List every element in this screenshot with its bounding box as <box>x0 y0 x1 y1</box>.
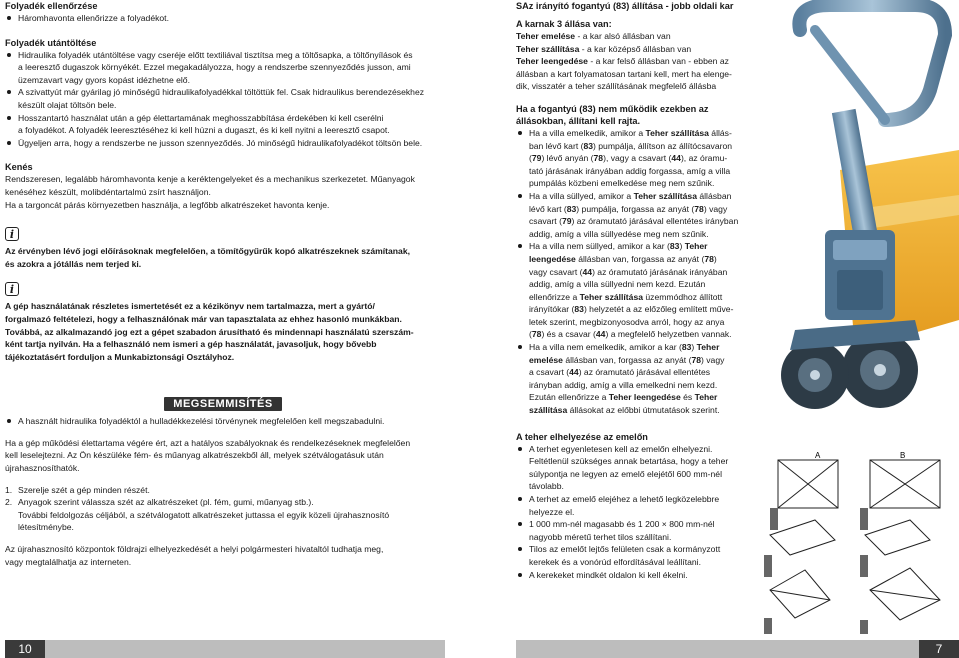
step-number: 2. <box>5 497 13 508</box>
positions-heading: A karnak 3 állása van: <box>516 19 612 29</box>
text-line: A gép használatának részletes ismertetését ez a kézikönyv nem tartalmazza, mert a gyártó/ <box>5 301 375 312</box>
list-item: A szivattyút már gyárilag jó minőségű hidraulikafolyadékkal töltöttük fel. Csak hidraulikus berendezésekhez készült olajat töltsön bele. <box>5 86 445 111</box>
text-line: forgalmazó feltételezi, hogy a felhasználónak már van tapasztalata az ehhez hasonló munkákban. <box>5 313 402 324</box>
fault-list <box>516 127 752 417</box>
disposal-steps <box>5 484 445 534</box>
text-line: ként tartja nyilván. Ha a felhasználó nem ismeri a gép használatát, javasoljuk, hogy bővebb <box>5 339 377 350</box>
page-number-left: 10 <box>5 640 45 658</box>
text-line: és azokra a jótállás nem terjed ki. <box>5 258 142 269</box>
list-item: Hosszantartó használat után a gép élettartamának meghosszabbítása érdekében ki kell cserélni a folyadékot. A folyadék leeresztéséhez ki kell húzni a dugaszt, és ki kell nyitni a leeresztő csapot. <box>5 112 445 137</box>
list-item: Hidraulika folyadék utántöltése vagy cseréje előtt textiliával tisztítsa meg a töltősapka, a töltőnyílások és a leeresztő dugaszok környékét. Ezzel megakadályozza, hogy a rendszerbe szennyeződés jusson, ami üzemzavart vagy gyors kopást idézhetne elő. <box>5 49 445 87</box>
position-line: Teher emelése - a kar alsó állásban van <box>516 31 671 41</box>
lubrication-heading: Kenés <box>5 162 33 173</box>
list-item: Háromhavonta ellenőrizze a folyadékot. <box>5 12 445 25</box>
list-item: Ha a villa emelkedik, amikor a Teher szállítása állás- ban lévő kart (83) pumpálja, állítson az állítócsavaron (79) lévő anyán (78), vagy a csavart (44), az óramu- tató járásának irányában addig forgassa, amíg a villa pumpálás közbeni emelkedése meg nem szűnik. <box>516 127 752 190</box>
text-line: kell leselejtezni. Az Ön készüléke fém- és műanyag alkatrészekből áll, melyek szétválogatásuk után <box>5 450 384 461</box>
disposal-outro <box>5 543 445 568</box>
step-text: Anyagok szerint válassza szét az alkatrészeket (pl. fém, gumi, műanyag stb.). További feldolgozás céljából, a szétválogatott alkatrészeket juttassa el egyik közeli újrahasznosító létesítménybe. <box>18 497 390 533</box>
fluid-change-list <box>5 49 445 150</box>
disposal-intro <box>5 437 445 475</box>
info-icon: i <box>5 227 19 241</box>
list-item: Ha a villa süllyed, amikor a Teher szállítása állásban lévő kart (83) pumpálja, forgassa az anyát (78) vagy csavart (79) az óramutató járásával ellentétes irányban addig, amíg a villa süllyedése meg nem szűnik. <box>516 190 752 240</box>
position-line: Teher leengedése - a kar felső állásban van - ebben az <box>516 56 729 67</box>
diagram-label-b: B <box>900 451 906 460</box>
left-page <box>5 0 445 568</box>
text-line: kenéséhez készült, molibdéntartalmú zsírt használjon. <box>5 186 211 197</box>
right-page <box>516 0 752 581</box>
text-line: Ha a targoncát párás környezetben használja, a legfőbb alkatrészeket havonta kenje. <box>5 199 330 210</box>
disposal-list <box>5 415 445 428</box>
list-item: Ha a villa nem emelkedik, amikor a kar (83) Teher emelése állásban van, forgassa az anyát (78) vagy a csavart (44) az óramutató járásával ellentétes irányban addig, amíg a villa emelkedni nem kezd. Ezután ellenőrizze a Teher leengedése és Teher szállítása állásokat az előbbi útmutatások szerint. <box>516 341 752 417</box>
lubrication-text <box>5 173 445 211</box>
list-item: A terhet az emelő elejéhez a lehető legközelebbre helyezze el. <box>516 493 752 518</box>
footer-bar-left <box>45 640 445 658</box>
text-line: Az érvényben lévő jogi előírásoknak megfelelően, a tömítőgyűrűk kopó alkatrészeknek számítanak, <box>5 246 411 257</box>
manual-note <box>5 300 445 363</box>
fluid-check-list <box>5 12 445 25</box>
text-line: Továbbá, az alkalmazandó jog ezt a gépet szabadon árusítható és mindennapi használatú szerszám- <box>5 326 414 337</box>
positions-list <box>516 30 752 93</box>
text-line: újrahasznosíthatók. <box>5 463 80 474</box>
list-item: Tilos az emelőt lejtős felületen csak a kormányzott kerekek és a vonórúd elfordításával leállítani. <box>516 543 752 568</box>
list-item: A kerekeket mindkét oldalon ki kell ékelni. <box>516 569 752 582</box>
fault-heading: Ha a fogantyú (83) nem működik ezekben az állásokban, állítani kell rajta. <box>516 103 709 126</box>
placement-heading: A teher elhelyezése az emelőn <box>516 431 648 442</box>
load-placement-diagrams <box>760 450 959 638</box>
text-line: állásban a kart folyamatosan tartani kell, mert ha elenge- <box>516 68 732 79</box>
pallet-truck-illustration <box>755 0 959 445</box>
fluid-check-heading: Folyadék ellenőrzése <box>5 1 98 11</box>
diagram-label-a: A <box>815 451 821 460</box>
text-line: Rendszeresen, legalább háromhavonta kenje a keréktengelyeket és a mechanikus szerkezetet. Műanyagok <box>5 174 415 185</box>
step-text: Szerelje szét a gép minden részét. <box>18 484 150 495</box>
text-line: Ha a gép működési élettartama végére ért, azt a hatályos szabályoknak és rendelkezéseknek megfelelően <box>5 437 411 448</box>
text-line: Az újrahasznosító központok földrajzi elhelyezkedését a helyi polgármesteri hivataltól tudhatja meg, <box>5 544 384 555</box>
list-item: 1 000 mm-nél magasabb és 1 200 × 800 mm-nél nagyobb méretű terhet tilos szállítani. <box>516 518 752 543</box>
placement-list <box>516 443 752 582</box>
list-item <box>5 484 445 497</box>
list-item: A terhet egyenletesen kell az emelőn elhelyezni. Feltétlenül szükséges annak betartása, hogy a teher súlypontja ne legyen az emelő elejétől 600 mm-nél távolabb. <box>516 443 752 493</box>
warranty-note <box>5 245 445 270</box>
info-icon: i <box>5 282 19 296</box>
list-item <box>5 496 445 534</box>
list-item: Ha a villa nem süllyed, amikor a kar (83) Teher leengedése állásban van, forgassa az anyát (78) vagy csavart (44) az óramutató járásának irányában addig, amíg a villa süllyedni nem kezd. Ezután ellenőrizze a Teher szállítása üzemmódhoz állított irányítókar (83) helyzetét a az előzőleg említett műve- letek szerint, megbizonyosodva arról, hogy az anya (78) és a csavar (44) a megfelelő helyzetben vannak. <box>516 240 752 341</box>
text-line: dik, visszatér a teher szállításának megfelelő állásba <box>516 81 717 92</box>
step-number: 1. <box>5 484 13 495</box>
position-line: Teher szállítása - a kar középső állásban van <box>516 43 692 54</box>
list-item: A használt hidraulika folyadéktól a hulladékkezelési törvénynek megfelelően kell megszabadulni. <box>5 415 445 428</box>
fluid-change-heading: Folyadék utántöltése <box>5 37 97 48</box>
page-number-right: 7 <box>919 640 959 658</box>
footer-bar-right <box>516 640 919 658</box>
text-line: vagy megtalálhatja az interneten. <box>5 556 132 567</box>
disposal-banner: MEGSEMMISÍTÉS <box>164 397 282 411</box>
list-item: Ügyeljen arra, hogy a rendszerbe ne jusson szennyeződés. Jó minőségű hidraulikafolyadékot töltsön bele. <box>5 137 445 150</box>
handle-adjust-title: SAz irányító fogantyú (83) állítása - jobb oldali kar <box>516 1 734 11</box>
text-line: tájékoztatásért forduljon a Munkabiztonsági Osztályhoz. <box>5 351 235 362</box>
